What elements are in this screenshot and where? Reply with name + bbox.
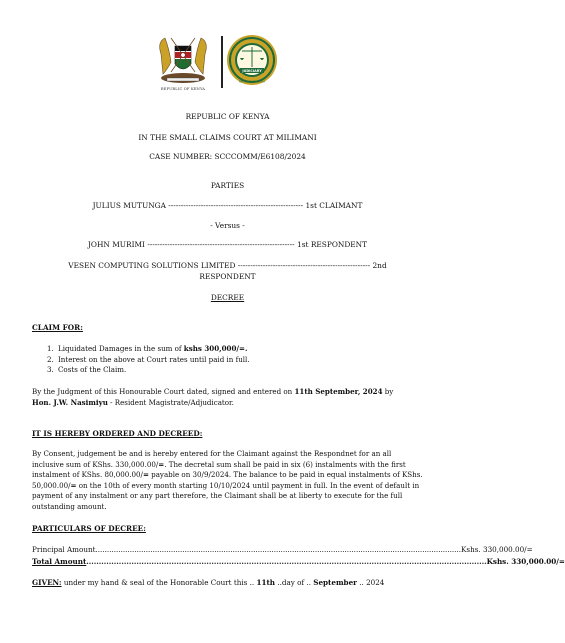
total-label: Total Amount — [32, 557, 87, 566]
given-line: GIVEN: under my hand & seal of the Honorable Court this .. 11th ..day of .. September .. 2024 — [32, 578, 385, 587]
claim-item: 1. Liquidated Damages in the sum of kshs 300,000/=. — [56, 344, 250, 355]
decree-title: DECREE — [210, 293, 245, 302]
judiciary-label: JUDICIARY — [242, 69, 262, 73]
claimant-line: JULIUS MUTUNGA ------------------------------------------------------ 1st CLAIMANT — [92, 201, 363, 210]
order-heading: IT IS HEREBY ORDERED AND DECREED: — [32, 429, 203, 438]
court-title: IN THE SMALL CLAIMS COURT AT MILIMANI — [138, 133, 317, 142]
parties-heading: PARTIES — [210, 181, 245, 190]
respondent2-line: VESEN COMPUTING SOLUTIONS LIMITED ----------------------------------------------------- 2nd — [68, 261, 387, 270]
claim-item: 2. Interest on the above at Court rates until paid in full. — [56, 355, 250, 366]
logo-divider — [221, 36, 223, 88]
judiciary-seal-icon — [226, 34, 278, 86]
order-paragraph: By Consent, judgement be and is hereby entered for the Claimant against the Respondnet for an all inclusive sum of KShs. 330,000.00/=. The decretal sum shall be paid in six (6) instalments with the first instalment of KShs. 80,000.00/= payable on 30/9/2024. The balance to be paid in equal instalments of KShs. 50,000.00/= on the 10th of every month starting 10/10/2024 until payment in full. In the event of default in payment of any instalment or any part therefore, the Claimant shall be at liberty to execute for the full outstanding amount. — [32, 449, 423, 511]
principal-value: Kshs. 330,000.00/= — [461, 545, 533, 554]
total-row — [32, 557, 565, 566]
leader-dots: ................................................................................................................................................................ — [95, 545, 462, 554]
respondent2-line-cont: RESPONDENT — [199, 272, 256, 281]
kenya-coat-of-arms-icon — [153, 34, 213, 86]
principal-row — [32, 545, 533, 554]
respondent1-line: JOHN MURIMI ----------------------------------------------------------- 1st RESPONDENT — [87, 240, 368, 249]
header-emblems — [0, 34, 455, 96]
case-number: CASE NUMBER: SCCCOMM/E6108/2024 — [149, 152, 306, 161]
country-title: REPUBLIC OF KENYA — [185, 112, 270, 121]
versus-line: - Versus - — [210, 221, 245, 230]
claim-item: 3. Costs of the Claim. — [56, 365, 250, 376]
kenya-caption: REPUBLIC OF KENYA — [160, 87, 206, 91]
particulars-heading: PARTICULARS OF DECREE: — [32, 524, 146, 533]
judiciary-ring-text: REPUBLIC OF KENYA — [238, 80, 266, 84]
leader-dots: ................................................................................................................................................................ — [86, 557, 487, 566]
total-value: Kshs. 330,000.00/= — [486, 557, 565, 566]
claim-list — [36, 344, 250, 376]
claim-heading: CLAIM FOR: — [32, 323, 83, 332]
principal-label: Principal Amount — [32, 545, 96, 554]
judgment-paragraph: By the Judgment of this Honourable Court dated, signed and entered on 11th September, 2024 by Hon. J.W. Nasimiyu - Resident Magistrate/Adjudicator. — [32, 387, 394, 407]
